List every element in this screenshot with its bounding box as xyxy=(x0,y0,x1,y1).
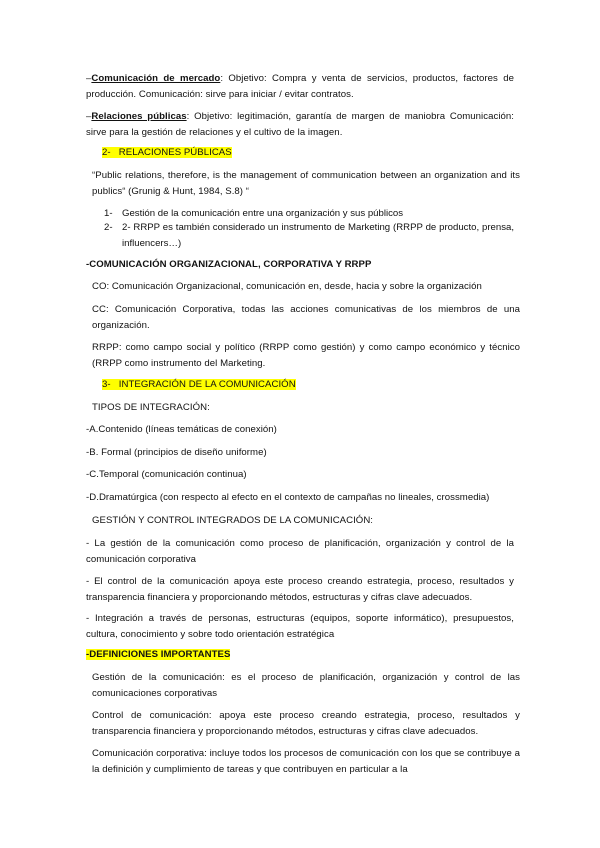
definition-item: Gestión de la comunicación: es el proceso de planificación, organización y control de las comunicaciones corporativas xyxy=(92,672,520,699)
market-paragraph xyxy=(86,71,514,103)
type-item: -D.Dramatúrgica (con respecto al efecto en el contexto de campañas no lineales, crossmedia) xyxy=(86,492,490,503)
gestion-heading: GESTIÓN Y CONTROL INTEGRADOS DE LA COMUNICACIÓN: xyxy=(92,515,374,526)
dash: – xyxy=(86,111,92,122)
list-item-text: 2- RRPP es también considerado un instrumento de Marketing (RRPP de producto, prensa, influencers…) xyxy=(122,222,514,249)
types-heading: TIPOS DE INTEGRACIÓN: xyxy=(92,402,210,413)
co-paragraph: CO: Comunicación Organizacional, comunicación en, desde, hacia y sobre la organización xyxy=(92,281,482,292)
type-item: -A.Contenido (líneas temáticas de conexión) xyxy=(86,424,277,435)
list-item-text: Gestión de la comunicación entre una organización y sus públicos xyxy=(122,208,404,219)
cc-paragraph: CC: Comunicación Corporativa, todas las acciones comunicativas de los miembros de una organización. xyxy=(92,304,520,331)
gestion-item: - La gestión de la comunicación como proceso de planificación, organización y control de la comunicación corporativa xyxy=(86,538,514,565)
pr-term: Relaciones públicas xyxy=(91,111,187,122)
section-3-heading xyxy=(102,377,530,393)
market-term: Comunicación de mercado xyxy=(91,73,221,84)
section-3-title: INTEGRACIÓN DE LA COMUNICACIÓN xyxy=(118,379,296,390)
dash: – xyxy=(86,73,92,84)
market-text: : Objetivo: Compra y venta de servicios, productos, factores de producción. Comunicación: sirve para iniciar / evitar contratos. xyxy=(86,73,514,100)
section-2-heading xyxy=(102,145,530,161)
definiciones-heading-text: -DEFINICIONES IMPORTANTES xyxy=(86,649,231,660)
definition-item: Control de comunicación: apoya este proceso creando estrategia, proceso, resultados y transparencia financiera y proporcionando métodos, estructuras y cifras clave adecuados. xyxy=(92,710,520,737)
list-item-number: 1- xyxy=(104,208,113,219)
section-2-title: RELACIONES PÚBLICAS xyxy=(118,147,232,158)
list-item-number: 2- xyxy=(104,222,113,233)
section-2-number: 2- xyxy=(102,147,111,158)
quote-paragraph: “Public relations, therefore, is the management of communication between an organization and its publics“ (Grunig & Hunt, 1984, S.8) “ xyxy=(92,170,520,197)
rrpp-paragraph: RRPP: como campo social y político (RRPP como gestión) y como campo económico y técnico (RRPP como instrumento del Marketing. xyxy=(92,342,520,369)
type-item: -B. Formal (principios de diseño uniforme) xyxy=(86,447,267,458)
section-3-number: 3- xyxy=(102,379,111,390)
gestion-item: - El control de la comunicación apoya este proceso creando estrategia, proceso, resultados y transparencia financiera y proporcionando métodos, estructuras y cifras clave adecuados. xyxy=(86,576,514,603)
definition-item: Comunicación corporativa: incluye todos los procesos de comunicación con los que se contribuye a la definición y cumplimiento de tareas y que contribuyen en particular a la xyxy=(92,748,520,775)
definiciones-heading xyxy=(86,647,514,663)
org-heading: -COMUNICACIÓN ORGANIZACIONAL, CORPORATIVA Y RRPP xyxy=(86,259,372,270)
type-item: -C.Temporal (comunicación continua) xyxy=(86,469,247,480)
gestion-item: - Integración a través de personas, estructuras (equipos, soporte informático), presupuestos, cultura, conocimiento y sobre todo orientación estratégica xyxy=(86,613,514,640)
pr-paragraph xyxy=(86,109,514,141)
pr-text: : Objetivo: legitimación, garantía de margen de maniobra Comunicación: sirve para la gestión de relaciones y el cultivo de la imagen. xyxy=(86,111,514,138)
